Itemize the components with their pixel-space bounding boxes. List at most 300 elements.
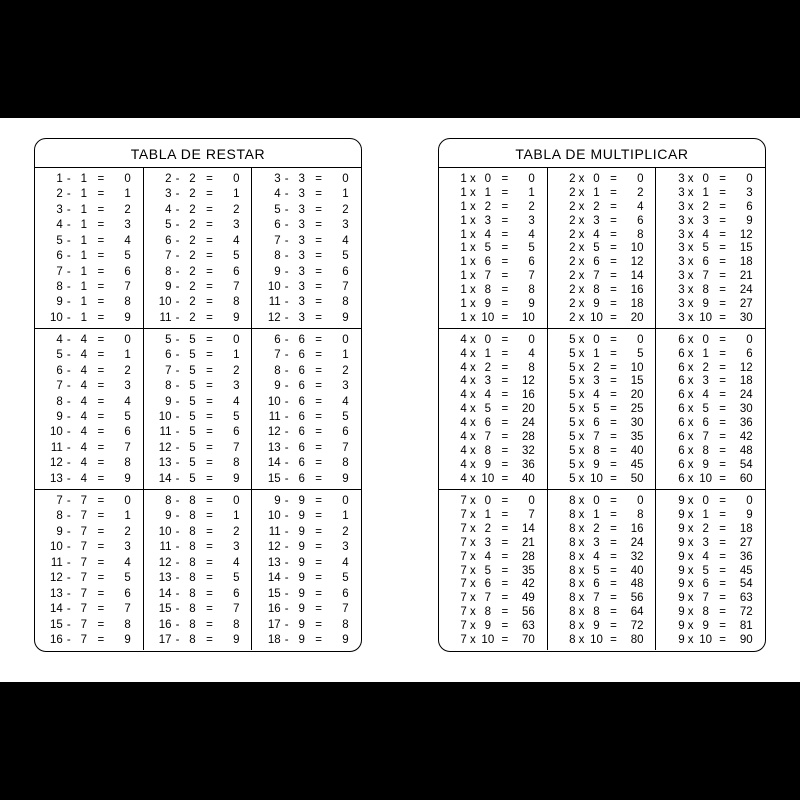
equals-sign: =	[719, 430, 727, 443]
equals-sign: =	[206, 410, 213, 423]
table-row	[439, 270, 547, 282]
table-row	[439, 284, 547, 296]
table-row	[35, 349, 143, 361]
equals-sign: =	[315, 349, 323, 362]
table-row	[144, 411, 252, 423]
operator: -	[175, 173, 180, 185]
operand-a: 6	[274, 333, 281, 346]
operand-b: 3	[298, 280, 305, 293]
result: 36	[739, 550, 753, 563]
table-row	[35, 250, 143, 262]
table-row	[548, 215, 656, 227]
table-row	[35, 334, 143, 346]
equals-sign: =	[719, 472, 727, 485]
table-row	[656, 578, 765, 590]
operand-a: 8	[569, 606, 576, 619]
table-row	[252, 411, 361, 423]
result: 2	[233, 203, 240, 216]
result: 2	[342, 364, 349, 377]
operator: x	[578, 606, 585, 619]
operand-b: 1	[484, 508, 492, 521]
equals-sign: =	[206, 349, 213, 362]
equals-sign: =	[501, 347, 509, 360]
operand-b: 4	[80, 349, 88, 362]
operand-b: 8	[593, 606, 600, 619]
operand-b: 6	[298, 364, 305, 377]
operator: x	[687, 256, 694, 269]
operand-b: 5	[189, 472, 196, 485]
equals-sign: =	[719, 270, 727, 283]
operand-b: 9	[702, 620, 709, 633]
operand-a: 4	[460, 403, 467, 416]
operand-b: 9	[484, 458, 492, 471]
equals-sign: =	[501, 444, 509, 457]
operator: x	[578, 578, 585, 591]
operand-b: 4	[593, 389, 600, 402]
operator: -	[284, 457, 289, 470]
equals-sign: =	[610, 458, 617, 471]
result: 5	[124, 250, 131, 263]
operand-a: 1	[460, 214, 467, 227]
table-row	[252, 541, 361, 553]
equals-sign: =	[315, 250, 323, 263]
operand-b: 10	[590, 634, 603, 647]
table-row	[439, 565, 547, 577]
operand-b: 1	[80, 280, 88, 293]
equals-sign: =	[206, 472, 213, 485]
equals-sign: =	[501, 430, 509, 443]
equals-sign: =	[610, 200, 617, 213]
table-row	[548, 537, 656, 549]
equals-sign: =	[610, 494, 617, 507]
equals-sign: =	[206, 333, 213, 346]
operand-a: 2	[569, 186, 576, 199]
operator: x	[687, 214, 694, 227]
operator: x	[469, 430, 476, 443]
result: 6	[233, 426, 240, 439]
operand-b: 3	[702, 214, 709, 227]
equals-sign: =	[97, 219, 105, 232]
operand-b: 1	[80, 250, 88, 263]
operand-b: 2	[189, 265, 196, 278]
operand-a: 8	[56, 510, 63, 523]
operand-b: 7	[80, 541, 88, 554]
result: 0	[124, 173, 131, 185]
operand-a: 9	[678, 550, 685, 563]
table-row	[439, 431, 547, 443]
table-row	[144, 219, 252, 231]
operand-b: 5	[189, 441, 196, 454]
result: 14	[522, 522, 535, 535]
equals-sign: =	[97, 395, 105, 408]
table-row	[656, 634, 765, 646]
table-row	[548, 495, 656, 507]
result: 4	[342, 556, 349, 569]
operand-b: 5	[702, 564, 709, 577]
table-row	[548, 509, 656, 521]
operand-a: 8	[569, 536, 576, 549]
table-row	[35, 426, 143, 438]
table-row	[144, 173, 252, 185]
table-row	[548, 256, 656, 268]
result: 20	[630, 311, 644, 324]
equals-sign: =	[97, 494, 105, 507]
result: 54	[739, 578, 753, 591]
operand-b: 6	[484, 256, 492, 269]
equals-sign: =	[97, 410, 105, 423]
table-row	[439, 523, 547, 535]
operand-a: 6	[678, 333, 685, 346]
operator: x	[687, 592, 694, 605]
operand-b: 6	[593, 578, 600, 591]
operand-b: 3	[298, 203, 305, 216]
operand-b: 2	[484, 361, 492, 374]
equals-sign: =	[97, 311, 105, 324]
operand-b: 8	[189, 541, 196, 554]
table-row	[656, 459, 765, 471]
equals-sign: =	[97, 541, 105, 554]
operand-a: 7	[460, 634, 467, 647]
result: 18	[630, 297, 644, 310]
equals-sign: =	[97, 188, 105, 201]
operand-b: 6	[593, 256, 600, 269]
operand-a: 9	[56, 410, 63, 423]
equals-sign: =	[315, 296, 323, 309]
equals-sign: =	[206, 188, 213, 201]
operator: x	[469, 347, 476, 360]
operand-a: 5	[165, 219, 172, 232]
operand-a: 5	[569, 430, 576, 443]
table-row	[144, 396, 252, 408]
operator: x	[469, 472, 476, 485]
operator: -	[175, 572, 180, 585]
operand-b: 3	[298, 265, 305, 278]
equals-sign: =	[315, 380, 323, 393]
result: 14	[630, 270, 644, 283]
operand-b: 0	[702, 173, 709, 185]
operand-b: 9	[593, 297, 600, 310]
operator: -	[66, 364, 71, 377]
table-row	[656, 173, 765, 185]
result: 27	[739, 297, 753, 310]
equals-sign: =	[315, 525, 323, 538]
equals-sign: =	[719, 550, 727, 563]
table-row	[656, 187, 765, 199]
result: 8	[233, 296, 240, 309]
equals-sign: =	[206, 234, 213, 247]
operand-a: 7	[56, 494, 63, 507]
operand-b: 6	[298, 333, 305, 346]
operand-a: 1	[460, 270, 467, 283]
equals-sign: =	[719, 297, 727, 310]
operand-b: 8	[484, 284, 492, 296]
equals-sign: =	[719, 634, 727, 647]
operand-b: 1	[80, 173, 88, 185]
equals-sign: =	[719, 417, 727, 430]
operand-b: 8	[484, 444, 492, 457]
operand-b: 8	[702, 606, 709, 619]
operand-b: 10	[590, 311, 603, 324]
equals-sign: =	[610, 578, 617, 591]
result: 2	[233, 525, 240, 538]
operator: -	[284, 250, 289, 263]
operator: x	[469, 333, 476, 346]
equals-sign: =	[719, 522, 727, 535]
table-row	[439, 348, 547, 360]
table-row	[656, 242, 765, 254]
equals-sign: =	[501, 564, 509, 577]
table-row	[439, 578, 547, 590]
equals-sign: =	[719, 242, 727, 255]
operand-b: 7	[80, 525, 88, 538]
operator: -	[175, 510, 180, 523]
table-row	[548, 473, 656, 485]
operator: x	[578, 311, 585, 324]
operand-b: 9	[593, 620, 600, 633]
operand-b: 1	[80, 203, 88, 216]
table-row	[35, 281, 143, 293]
operand-a: 2	[569, 173, 576, 185]
operand-b: 7	[702, 592, 709, 605]
operator: x	[687, 389, 694, 402]
result: 9	[124, 634, 131, 647]
equals-sign: =	[501, 522, 509, 535]
result: 1	[233, 188, 240, 201]
operand-a: 10	[50, 426, 63, 439]
operand-b: 0	[702, 494, 709, 507]
operand-b: 7	[80, 494, 88, 507]
table-block	[656, 490, 765, 651]
operator: -	[66, 572, 71, 585]
operator: x	[578, 297, 585, 310]
operand-b: 6	[298, 457, 305, 470]
operand-a: 7	[56, 380, 63, 393]
result: 20	[630, 389, 644, 402]
equals-sign: =	[315, 410, 323, 423]
operand-a: 4	[460, 458, 467, 471]
operator: -	[175, 188, 180, 201]
multiplication-table-card	[438, 138, 766, 652]
result: 6	[233, 587, 240, 600]
equals-sign: =	[610, 444, 617, 457]
table-block	[548, 329, 657, 490]
operator: x	[578, 256, 585, 269]
subtraction-grid	[35, 168, 361, 651]
operator: -	[284, 349, 289, 362]
equals-sign: =	[97, 234, 105, 247]
equals-sign: =	[501, 270, 509, 283]
operator: -	[175, 587, 180, 600]
operand-b: 6	[298, 410, 305, 423]
operand-b: 8	[189, 634, 196, 647]
operand-b: 4	[80, 472, 88, 485]
operand-a: 12	[267, 541, 281, 554]
table-row	[656, 431, 765, 443]
result: 24	[739, 284, 753, 296]
operand-b: 6	[484, 578, 492, 591]
result: 0	[746, 494, 753, 507]
operator: -	[66, 265, 71, 278]
operand-b: 2	[189, 280, 196, 293]
operator: x	[578, 564, 585, 577]
result: 12	[630, 256, 644, 269]
table-row	[548, 201, 656, 213]
equals-sign: =	[610, 508, 617, 521]
operator: -	[284, 556, 289, 569]
operand-b: 8	[484, 606, 492, 619]
operand-a: 5	[165, 333, 172, 346]
operand-a: 3	[678, 214, 685, 227]
result: 0	[342, 494, 349, 507]
operator: x	[469, 444, 476, 457]
operand-b: 7	[702, 430, 709, 443]
operator: x	[578, 186, 585, 199]
operand-b: 9	[702, 458, 709, 471]
equals-sign: =	[719, 536, 727, 549]
operand-a: 3	[678, 242, 685, 255]
result: 50	[630, 472, 644, 485]
equals-sign: =	[501, 403, 509, 416]
operand-b: 1	[484, 186, 492, 199]
operand-b: 0	[484, 333, 492, 346]
operand-a: 14	[50, 603, 63, 616]
result: 32	[630, 550, 644, 563]
equals-sign: =	[501, 417, 509, 430]
operand-a: 6	[678, 430, 685, 443]
result: 8	[124, 296, 131, 309]
table-row	[144, 588, 252, 600]
operand-a: 5	[274, 203, 281, 216]
operator: x	[578, 634, 585, 647]
operand-b: 9	[298, 587, 305, 600]
operand-a: 10	[158, 410, 172, 423]
operand-b: 1	[80, 296, 88, 309]
equals-sign: =	[97, 510, 105, 523]
operand-b: 2	[593, 522, 600, 535]
result: 6	[746, 200, 753, 213]
result: 8	[342, 457, 349, 470]
operand-a: 8	[165, 265, 172, 278]
equals-sign: =	[719, 256, 727, 269]
equals-sign: =	[97, 250, 105, 263]
operand-a: 6	[678, 375, 685, 388]
table-row	[439, 312, 547, 324]
operand-a: 8	[569, 634, 576, 647]
table-row	[656, 551, 765, 563]
equals-sign: =	[315, 280, 323, 293]
result: 70	[522, 634, 535, 647]
operand-a: 4	[460, 417, 467, 430]
operand-a: 14	[267, 457, 281, 470]
operand-b: 1	[80, 311, 88, 324]
operand-a: 8	[274, 250, 281, 263]
operand-b: 0	[593, 333, 600, 346]
equals-sign: =	[206, 250, 213, 263]
result: 4	[342, 234, 349, 247]
operand-a: 8	[569, 592, 576, 605]
operand-a: 7	[165, 250, 172, 263]
operand-b: 8	[189, 556, 196, 569]
operator: -	[284, 173, 289, 185]
operator: -	[284, 364, 289, 377]
result: 9	[746, 508, 753, 521]
table-row	[439, 634, 547, 646]
equals-sign: =	[501, 375, 509, 388]
operand-b: 2	[484, 522, 492, 535]
operand-b: 3	[484, 214, 492, 227]
operand-a: 8	[569, 578, 576, 591]
table-block	[439, 490, 548, 651]
result: 15	[739, 242, 753, 255]
table-row	[252, 634, 361, 646]
result: 48	[739, 444, 753, 457]
operand-a: 6	[274, 219, 281, 232]
operand-a: 12	[158, 441, 172, 454]
result: 2	[528, 200, 535, 213]
result: 0	[528, 173, 535, 185]
operand-a: 13	[158, 457, 172, 470]
result: 3	[124, 219, 131, 232]
result: 9	[746, 214, 753, 227]
operator: -	[66, 280, 71, 293]
operator: -	[284, 296, 289, 309]
operator: x	[687, 347, 694, 360]
operand-a: 18	[267, 634, 281, 647]
operand-a: 6	[56, 364, 63, 377]
table-row	[252, 188, 361, 200]
operator: x	[469, 186, 476, 199]
table-row	[548, 445, 656, 457]
operand-a: 8	[569, 508, 576, 521]
operand-a: 3	[678, 284, 685, 296]
table-row	[144, 541, 252, 553]
operand-b: 4	[702, 389, 709, 402]
operand-b: 9	[484, 297, 492, 310]
table-row	[656, 620, 765, 632]
operand-a: 9	[678, 606, 685, 619]
table-block	[35, 490, 144, 651]
table-row	[252, 426, 361, 438]
equals-sign: =	[610, 284, 617, 296]
operator: x	[687, 417, 694, 430]
equals-sign: =	[501, 186, 509, 199]
operator: x	[469, 173, 476, 185]
operator: x	[469, 256, 476, 269]
result: 5	[124, 572, 131, 585]
operand-a: 7	[274, 234, 281, 247]
equals-sign: =	[610, 564, 617, 577]
operand-b: 9	[298, 541, 305, 554]
operand-b: 3	[593, 536, 600, 549]
operand-a: 10	[50, 311, 63, 324]
operator: x	[469, 311, 476, 324]
table-row	[144, 312, 252, 324]
equals-sign: =	[315, 494, 323, 507]
table-row	[439, 445, 547, 457]
operand-a: 5	[569, 417, 576, 430]
equals-sign: =	[719, 389, 727, 402]
operand-b: 7	[484, 592, 492, 605]
operand-a: 3	[678, 173, 685, 185]
operand-a: 4	[460, 347, 467, 360]
table-row	[548, 417, 656, 429]
operand-a: 13	[267, 556, 281, 569]
operand-b: 1	[702, 347, 709, 360]
table-row	[35, 588, 143, 600]
equals-sign: =	[97, 618, 105, 631]
operator: x	[578, 550, 585, 563]
operand-b: 5	[189, 333, 196, 346]
